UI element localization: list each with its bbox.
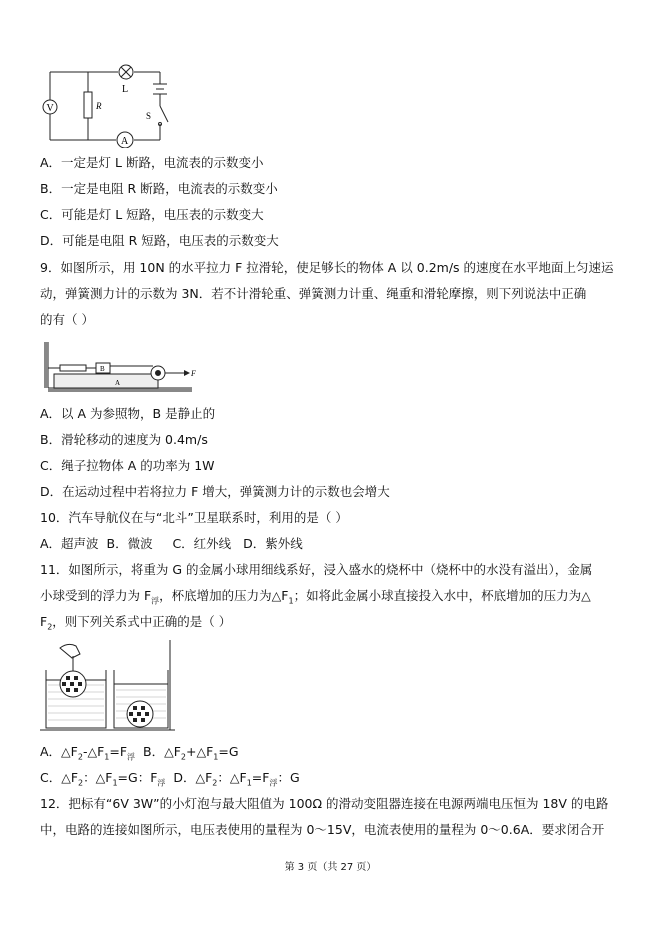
q10-options: A．超声波 B．微波 C．红外线 D．紫外线 (40, 536, 303, 551)
label-b: B (100, 365, 105, 373)
q11-stem-line-2: 小球受到的浮力为 $F_浮$，杯底增加的压力为$\triangle F_1$；如将此金属小球直接投入水中，杯底增加的压力为△ (40, 588, 591, 606)
q9-stem-line-3: 的有（ ） (40, 312, 94, 327)
label-a: A (121, 136, 129, 147)
beaker-figure (40, 640, 175, 736)
q12-stem-line-1: 12．把标有“6V 3W”的小灯泡与最大阻值为 100Ω 的滑动变阻器连接在电源两端电压恒为 18V 的电路 (40, 796, 609, 811)
q9-stem-line-2: 动，弹簧测力计的示数为 3N．若不计滑轮重、弹簧测力计重、绳重和滑轮摩擦，则下列说法中正确 (40, 286, 587, 301)
q11-options-cd: C．$\triangle F_2$：$\triangle F_1=G$：$F_浮$ D．$\triangle F_2$：$\triangle F_1=F_浮$：G (40, 770, 300, 788)
label-l: L (122, 84, 129, 95)
label-v: V (46, 103, 54, 114)
label-r: R (96, 101, 102, 111)
q11-options-ab: A．$\triangle F_2-\triangle F_1=F_浮$ B．$\triangle F_2+\triangle F_1=G$ (40, 744, 239, 762)
q8-option-b: B．一定是电阻 R 断路，电流表的示数变小 (40, 181, 278, 196)
q9-stem-line-1: 9．如图所示，用 10N 的水平拉力 F 拉滑轮，使足够长的物体 A 以 0.2m/s 的速度在水平地面上匀速运 (40, 260, 614, 275)
q8-option-d: D．可能是电阻 R 短路，电压表的示数变大 (40, 233, 279, 248)
pulley-figure (40, 338, 200, 394)
q9-option-c: C．绳子拉物体 A 的功率为 1W (40, 458, 215, 473)
q12-stem-line-2: 中，电路的连接如图所示，电压表使用的量程为 0～15V，电流表使用的量程为 0～0.6A．要求闭合开 (40, 822, 605, 837)
q11-stem-line-1: 11．如图所示，将重为 G 的金属小球用细线系好，浸入盛水的烧杯中（烧杯中的水没有溢出），金属 (40, 562, 593, 577)
circuit-figure (38, 62, 173, 148)
q11-stem-line-3: $F_2$，则下列关系式中正确的是（ ） (40, 614, 232, 632)
q8-option-c: C．可能是灯 L 短路，电压表的示数变大 (40, 207, 264, 222)
page-footer: 第 3 页（共 27 页） (284, 862, 377, 873)
label-s: S (146, 111, 152, 121)
q10-stem: 10．汽车导航仪在与“北斗”卫星联系时，利用的是（ ） (40, 510, 348, 525)
label-a-block: A (115, 379, 121, 387)
q9-option-a: A．以 A 为参照物，B 是静止的 (40, 406, 216, 421)
q9-option-d: D．在运动过程中若将拉力 F 增大，弹簧测力计的示数也会增大 (40, 484, 390, 499)
q9-option-b: B．滑轮移动的速度为 0.4m/s (40, 432, 208, 447)
label-f: F (191, 369, 196, 378)
q8-option-a: A．一定是灯 L 断路，电流表的示数变小 (40, 155, 264, 170)
